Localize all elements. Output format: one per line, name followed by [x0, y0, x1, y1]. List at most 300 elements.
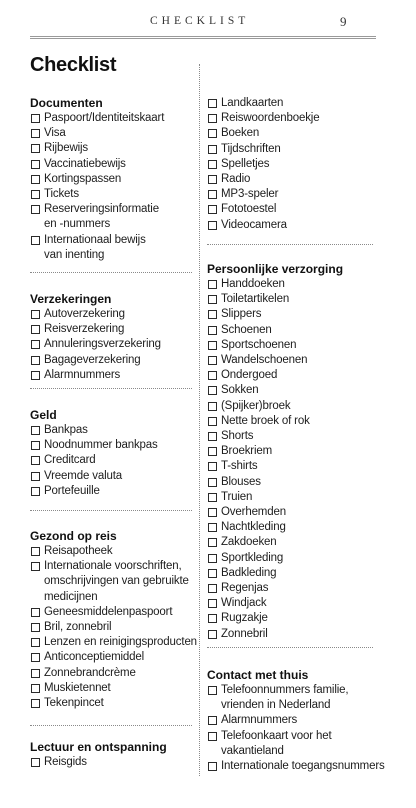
item-label-line: Tekenpincet: [44, 697, 104, 710]
item-label: [44, 469, 122, 484]
item-label: [221, 505, 286, 520]
item-label: [221, 627, 268, 642]
item-label: [221, 383, 258, 398]
item-label: [44, 172, 121, 187]
item-label-line: Telefoonkaart voor het: [221, 729, 332, 742]
item-label-line: Bagageverzekering: [44, 353, 141, 366]
item-label: [221, 611, 268, 626]
item-label: [44, 605, 172, 620]
section-gezond-op-reis: [30, 529, 197, 711]
checklist-item[interactable]: [207, 683, 375, 713]
item-label: [44, 423, 88, 438]
item-label: [44, 635, 197, 650]
checklist-item[interactable]: [207, 218, 375, 233]
checkbox[interactable]: [31, 144, 40, 153]
item-label-line: Badkleding: [221, 566, 277, 579]
checklist-item[interactable]: [30, 635, 197, 650]
section-heading: Documenten: [30, 96, 103, 110]
checklist-item[interactable]: [30, 469, 192, 484]
item-label: [221, 187, 278, 202]
item-label-line: Portefeuille: [44, 484, 100, 497]
checklist-item[interactable]: [207, 172, 375, 187]
checklist-item[interactable]: [207, 353, 375, 368]
checklist-item[interactable]: [30, 453, 192, 468]
checklist-item[interactable]: [30, 544, 192, 559]
checkbox[interactable]: [31, 638, 40, 647]
checkbox[interactable]: [31, 758, 40, 767]
item-label: [221, 202, 276, 217]
checkbox[interactable]: [208, 295, 217, 304]
checklist-item[interactable]: [207, 581, 375, 596]
checkbox[interactable]: [208, 160, 217, 169]
checklist-item[interactable]: [30, 423, 192, 438]
item-label: [44, 126, 66, 141]
checkbox[interactable]: [208, 462, 217, 471]
item-label-line: Tickets: [44, 188, 79, 201]
item-label-line: Annuleringsverzekering: [44, 338, 161, 351]
item-label-line: Vaccinatiebewijs: [44, 157, 126, 170]
item-label-line: Zonnebrandcrème: [44, 666, 136, 679]
section-heading: Verzekeringen: [30, 292, 112, 306]
item-label-line: Regenjas: [221, 582, 269, 595]
item-label-line: Reisapotheek: [44, 545, 113, 557]
item-label-line: Handdoeken: [221, 278, 285, 290]
checklist-item[interactable]: [30, 681, 192, 696]
checkbox[interactable]: [208, 221, 217, 230]
checklist-item[interactable]: [207, 596, 375, 611]
checklist-item[interactable]: [207, 611, 375, 626]
checklist-item[interactable]: [30, 755, 192, 770]
checkbox[interactable]: [208, 686, 217, 695]
checkbox[interactable]: [31, 699, 40, 708]
section-verzekeringen: [30, 292, 192, 383]
item-label-line: Reisverzekering: [44, 323, 125, 336]
item-label-line: Alarmnummers: [44, 368, 121, 381]
checkbox[interactable]: [31, 669, 40, 678]
checkbox[interactable]: [208, 190, 217, 199]
checkbox[interactable]: [208, 732, 217, 741]
item-label: [221, 729, 332, 759]
checkbox[interactable]: [208, 386, 217, 395]
item-label-line: Truien: [221, 490, 253, 503]
item-label-line: Ondergoed: [221, 369, 278, 382]
checkbox[interactable]: [208, 310, 217, 319]
checkbox[interactable]: [31, 608, 40, 617]
section-divider: [30, 510, 192, 511]
checklist: [207, 96, 375, 233]
item-label-line: vakantieland: [221, 744, 284, 757]
checklist-item[interactable]: [207, 566, 375, 581]
item-label-line: Nachtkleding: [221, 521, 286, 534]
checkbox[interactable]: [208, 554, 217, 563]
item-label-line: Shorts: [221, 430, 254, 443]
item-label-line: Nette broek of rok: [221, 414, 310, 427]
checklist: [30, 307, 192, 383]
item-label-line: Overhemden: [221, 506, 286, 519]
item-label-line: Rijbewijs: [44, 142, 89, 155]
item-label-line: Rugzakje: [221, 612, 268, 625]
item-label: [44, 438, 158, 453]
checkbox[interactable]: [31, 562, 40, 571]
checkbox[interactable]: [208, 493, 217, 502]
item-label: [44, 681, 111, 696]
checkbox[interactable]: [31, 441, 40, 450]
checkbox[interactable]: [208, 478, 217, 487]
item-label: [44, 353, 141, 368]
checkbox[interactable]: [208, 371, 217, 380]
checklist-item[interactable]: [30, 233, 192, 263]
checkbox[interactable]: [31, 175, 40, 184]
checklist: [30, 423, 192, 499]
item-label-line: Sokken: [221, 384, 259, 397]
checklist-item[interactable]: [207, 307, 375, 322]
checklist-item[interactable]: [207, 429, 375, 444]
checklist-item[interactable]: [207, 277, 375, 292]
checkbox[interactable]: [208, 145, 217, 154]
checkbox[interactable]: [208, 599, 217, 608]
checkbox[interactable]: [208, 538, 217, 547]
section-divider: [30, 388, 192, 389]
checkbox[interactable]: [208, 716, 217, 725]
item-label: [221, 338, 296, 353]
item-label-line: Tijdschriften: [221, 142, 281, 155]
item-label-line: Boeken: [221, 127, 260, 140]
checkbox[interactable]: [31, 371, 40, 380]
item-label-line: omschrijvingen van gebruikte: [44, 575, 189, 588]
item-label-line: Reiswoordenboekje: [221, 112, 320, 125]
section-heading: Contact met thuis: [207, 668, 309, 682]
item-label-line: Landkaarten: [221, 97, 284, 109]
item-label: [44, 307, 125, 322]
column-divider: [199, 64, 200, 776]
item-label: [221, 535, 277, 550]
item-label: [221, 172, 250, 187]
item-label-line: Sportschoenen: [221, 338, 297, 351]
checklist-item[interactable]: [30, 307, 192, 322]
section-continued: [207, 96, 375, 233]
item-label-line: Radio: [221, 173, 251, 186]
item-label: [221, 713, 297, 728]
item-label: [221, 459, 258, 474]
checklist-item[interactable]: [207, 627, 375, 642]
item-label-line: Muskietennet: [44, 681, 111, 694]
checklist-item[interactable]: [30, 559, 192, 605]
item-label: [44, 559, 189, 605]
item-label-line: Internationaal bewijs: [44, 233, 146, 246]
section-divider: [207, 244, 373, 245]
section-documenten: [30, 96, 192, 263]
checkbox[interactable]: [208, 508, 217, 517]
checklist-item[interactable]: [30, 650, 192, 665]
item-label: [44, 233, 146, 263]
item-label-line: van inenting: [44, 248, 105, 261]
item-label-line: Geneesmiddelenpaspoort: [44, 605, 173, 618]
item-label: [221, 520, 286, 535]
checkbox[interactable]: [31, 114, 40, 123]
checklist-item[interactable]: [207, 368, 375, 383]
checklist-item[interactable]: [207, 459, 375, 474]
item-label: [44, 187, 79, 202]
item-label: [44, 620, 111, 635]
checkbox[interactable]: [31, 356, 40, 365]
checkbox[interactable]: [208, 614, 217, 623]
checklist-item[interactable]: [30, 187, 192, 202]
checkbox[interactable]: [31, 456, 40, 465]
item-label: [44, 202, 159, 232]
item-label-line: Anticonceptiemiddel: [44, 651, 145, 664]
item-label-line: T-shirts: [221, 460, 258, 473]
section-heading: Gezond op reis: [30, 529, 117, 543]
item-label: [221, 142, 281, 157]
checkbox[interactable]: [208, 114, 217, 123]
item-label-line: Creditcard: [44, 454, 96, 467]
running-head: CHECKLIST: [150, 15, 250, 27]
item-label: [44, 322, 124, 337]
item-label: [44, 484, 100, 499]
item-label: [44, 337, 161, 352]
checklist-item[interactable]: [207, 713, 375, 728]
item-label-line: vrienden in Nederland: [221, 699, 331, 712]
item-label-line: Internationale toegangsnummers: [221, 760, 385, 773]
checklist-item[interactable]: [207, 202, 375, 217]
item-label: [221, 759, 385, 774]
item-label: [221, 490, 252, 505]
item-label: [44, 368, 120, 383]
item-label-line: Slippers: [221, 308, 262, 321]
item-label-line: MP3-speler: [221, 188, 279, 201]
checklist-item[interactable]: [207, 444, 375, 459]
checklist-item[interactable]: [30, 484, 192, 499]
item-label: [221, 307, 261, 322]
item-label-line: Reserveringsinformatie: [44, 203, 159, 216]
checklist-item[interactable]: [30, 126, 192, 141]
item-label: [44, 696, 104, 711]
item-label: [221, 566, 276, 581]
checkbox[interactable]: [208, 99, 217, 108]
checklist-item[interactable]: [207, 759, 385, 774]
item-label: [44, 666, 136, 681]
item-label-line: Videocamera: [221, 218, 287, 231]
page-number: 9: [340, 14, 347, 29]
checkbox[interactable]: [208, 432, 217, 441]
item-label-line: Windjack: [221, 597, 267, 610]
item-label: [221, 399, 290, 414]
item-label: [221, 368, 277, 383]
checklist: [30, 544, 197, 711]
checklist-item[interactable]: [207, 96, 375, 111]
checklist-item[interactable]: [207, 187, 375, 202]
item-label-line: Wandelschoenen: [221, 354, 308, 367]
item-label: [221, 596, 266, 611]
checkbox[interactable]: [208, 762, 217, 771]
item-label: [221, 581, 268, 596]
section-persoonlijke-verzorging: [207, 262, 375, 642]
item-label-line: Vreemde valuta: [44, 469, 123, 482]
checklist-item[interactable]: [207, 157, 375, 172]
section-divider: [30, 272, 192, 273]
checkbox[interactable]: [208, 447, 217, 456]
checklist-item[interactable]: [207, 475, 375, 490]
item-label: [221, 277, 285, 292]
item-label: [221, 96, 283, 111]
item-label-line: Lenzen en reinigingsproducten: [44, 636, 197, 649]
item-label-line: medicijnen: [44, 590, 98, 603]
item-label: [44, 157, 126, 172]
checkbox[interactable]: [208, 326, 217, 335]
checkbox[interactable]: [208, 175, 217, 184]
item-label-line: Bril, zonnebril: [44, 621, 112, 634]
item-label-line: Telefoonnummers familie,: [221, 684, 349, 696]
section-contact-met-thuis: [207, 668, 385, 774]
checkbox[interactable]: [31, 160, 40, 169]
item-label-line: Zakdoeken: [221, 536, 277, 549]
item-label: [221, 218, 287, 233]
item-label-line: Sportkleding: [221, 551, 284, 564]
checklist-item[interactable]: [30, 111, 192, 126]
item-label: [44, 453, 96, 468]
checklist-item[interactable]: [30, 202, 192, 232]
item-label: [44, 544, 113, 559]
item-label-line: en -nummers: [44, 218, 111, 231]
checkbox[interactable]: [31, 426, 40, 435]
item-label-line: Internationale voorschriften,: [44, 560, 182, 573]
item-label-line: Schoenen: [221, 323, 272, 336]
checklist-item[interactable]: [30, 322, 192, 337]
checkbox[interactable]: [31, 325, 40, 334]
item-label-line: Blouses: [221, 475, 261, 488]
section-heading: Lectuur en ontspanning: [30, 740, 167, 754]
item-label: [221, 126, 259, 141]
checklist-item[interactable]: [207, 490, 375, 505]
item-label: [221, 444, 272, 459]
checkbox[interactable]: [31, 653, 40, 662]
checkbox[interactable]: [31, 340, 40, 349]
checklist-item[interactable]: [30, 696, 192, 711]
item-label-line: Noodnummer bankpas: [44, 439, 158, 452]
checklist-item[interactable]: [207, 292, 375, 307]
item-label: [221, 353, 307, 368]
checklist: [30, 755, 192, 770]
checklist-item[interactable]: [30, 337, 192, 352]
item-label-line: Reisgids: [44, 756, 87, 768]
checklist-item[interactable]: [30, 438, 192, 453]
section-heading: Persoonlijke verzorging: [207, 262, 344, 276]
checklist: [30, 111, 192, 263]
checkbox[interactable]: [31, 487, 40, 496]
item-label-line: Kortingspassen: [44, 172, 122, 185]
item-label-line: Toiletartikelen: [221, 293, 290, 306]
item-label-line: Broekriem: [221, 445, 273, 458]
checklist-item[interactable]: [207, 111, 375, 126]
item-label-line: (Spijker)broek: [221, 399, 291, 412]
page-title: Checklist: [30, 54, 117, 76]
checkbox[interactable]: [31, 129, 40, 138]
checklist-item[interactable]: [30, 141, 192, 156]
checklist-item[interactable]: [30, 368, 192, 383]
checkbox[interactable]: [31, 236, 40, 245]
checklist-item[interactable]: [30, 172, 192, 187]
header-rule: [30, 36, 376, 39]
checklist-item[interactable]: [207, 142, 375, 157]
section-lectuur-en-ontspanning: [30, 740, 192, 770]
item-label-line: Zonnebril: [221, 627, 268, 640]
checklist-item[interactable]: [207, 520, 375, 535]
checkbox[interactable]: [31, 310, 40, 319]
item-label-line: Paspoort/Identiteitskaart: [44, 112, 165, 124]
checkbox[interactable]: [208, 569, 217, 578]
checklist-item[interactable]: [207, 338, 375, 353]
checkbox[interactable]: [31, 623, 40, 632]
item-label-line: Fototoestel: [221, 203, 277, 216]
item-label: [44, 141, 88, 156]
section-geld: [30, 408, 192, 499]
checklist-item[interactable]: [30, 666, 192, 681]
checklist-item[interactable]: [207, 323, 375, 338]
checkbox[interactable]: [31, 547, 40, 556]
item-label-line: Bankpas: [44, 424, 88, 436]
checkbox[interactable]: [208, 402, 217, 411]
checklist-item[interactable]: [207, 535, 375, 550]
checkbox[interactable]: [208, 630, 217, 639]
checklist-item[interactable]: [207, 383, 375, 398]
item-label: [221, 475, 261, 490]
section-divider: [207, 647, 373, 648]
item-label: [44, 650, 144, 665]
item-label-line: Alarmnummers: [221, 714, 298, 727]
item-label: [44, 111, 164, 126]
section-divider: [30, 725, 192, 726]
item-label: [221, 683, 348, 713]
item-label: [221, 111, 319, 126]
item-label: [44, 755, 87, 770]
checkbox[interactable]: [31, 472, 40, 481]
checklist-item[interactable]: [207, 505, 375, 520]
checklist-item[interactable]: [207, 551, 375, 566]
checkbox[interactable]: [31, 684, 40, 693]
item-label: [221, 429, 253, 444]
checklist-item[interactable]: [207, 126, 375, 141]
checkbox[interactable]: [208, 523, 217, 532]
checkbox[interactable]: [208, 129, 217, 138]
checkbox[interactable]: [208, 584, 217, 593]
checkbox[interactable]: [31, 205, 40, 214]
checklist-item[interactable]: [30, 620, 192, 635]
checkbox[interactable]: [208, 341, 217, 350]
checklist-item[interactable]: [207, 414, 375, 429]
item-label-line: Spelletjes: [221, 157, 270, 170]
checkbox[interactable]: [208, 205, 217, 214]
item-label: [221, 323, 272, 338]
item-label: [221, 157, 269, 172]
checklist-item[interactable]: [207, 729, 375, 759]
checklist: [207, 683, 385, 774]
checkbox[interactable]: [31, 190, 40, 199]
item-label-line: Visa: [44, 127, 66, 140]
checklist-item[interactable]: [30, 353, 192, 368]
checklist-item[interactable]: [30, 605, 192, 620]
checkbox[interactable]: [208, 356, 217, 365]
checklist: [207, 277, 375, 642]
item-label: [221, 292, 289, 307]
checklist-item[interactable]: [207, 399, 375, 414]
checklist-item[interactable]: [30, 157, 192, 172]
item-label: [221, 551, 283, 566]
item-label: [221, 414, 310, 429]
item-label-line: Autoverzekering: [44, 308, 125, 320]
checkbox[interactable]: [208, 417, 217, 426]
section-heading: Geld: [30, 408, 57, 422]
checkbox[interactable]: [208, 280, 217, 289]
